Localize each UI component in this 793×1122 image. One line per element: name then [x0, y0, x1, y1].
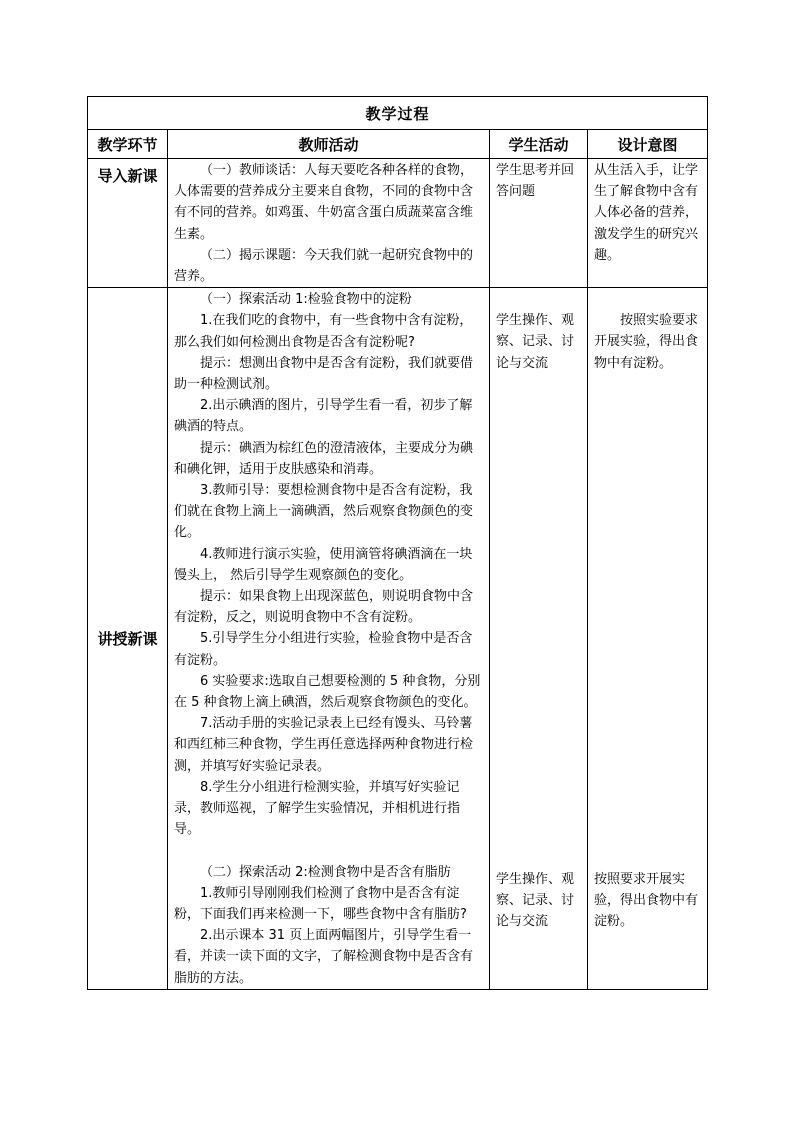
header-student-activity: 学生活动 [490, 130, 588, 159]
teach-student-activity [490, 288, 588, 990]
intro-teacher-paragraph: （一）教师谈话：人每天要吃各种各样的食物，人体需要的营养成分主要来自食物，不同的食物中含有不同的营养。如鸡蛋、牛奶富含蛋白质蔬菜富含维生素。 [174, 163, 474, 242]
teach-paragraph: 2.出示碘酒的图片，引导学生看一看，初步了解碘酒的特点。 [174, 398, 473, 435]
intro-design-text: 从生活入手，让学生了解食物中含有人体必备的营养，激发学生的研究兴趣。 [594, 163, 699, 263]
intro-teacher-activity [168, 159, 490, 288]
header-teacher-activity: 教师活动 [168, 130, 490, 159]
teach-paragraph: 4.教师进行演示实验，使用滴管将碘酒滴在一块馒头上， 然后引导学生观察颜色的变化。 [174, 546, 473, 583]
intro-teacher-paragraph: （二）揭示课题：今天我们就一起研究食物中的营养。 [174, 247, 474, 285]
spacer [594, 374, 703, 869]
spacer [496, 374, 583, 869]
header-row [88, 130, 708, 159]
teach-paragraph: 8.学生分小组进行检测实验，并填写好实验记录，教师巡视，了解学生实验情况，并相机进行指导。 [174, 779, 461, 838]
paragraph-gap [174, 841, 485, 862]
header-stage: 教学环节 [88, 130, 168, 159]
teach-design-text-1: 按照实验要求开展实验，得出食物中有淀粉。 [594, 313, 699, 371]
spacer [594, 289, 703, 310]
lesson-process-table [87, 96, 708, 990]
teach-paragraph: 提示：如果食物上出现深蓝色，则说明食物中含有淀粉，反之，则说明食物中不含有淀粉。 [174, 589, 474, 626]
teach-paragraph: 1.教师引导刚刚我们检测了食物中是否含有淀粉，下面我们再来检测一下，哪些食物中含有脂肪? [174, 885, 467, 922]
intro-design-intent [588, 159, 708, 288]
title-row [88, 97, 708, 130]
teach-paragraph: 提示：想测出食物中是否含有淀粉，我们就要借助一种检测试剂。 [174, 355, 474, 393]
teach-row [88, 288, 708, 990]
teach-paragraph: 1.在我们吃的食物中，有一些食物中含有淀粉，那么我们如何检测出食物是否含有淀粉呢? [174, 313, 473, 350]
teach-paragraph: 5.引导学生分小组进行实验，检验食物中是否含有淀粉。 [174, 631, 473, 668]
table-title: 教学过程 [88, 97, 708, 130]
intro-student-text: 学生思考并回答问题 [496, 163, 575, 200]
intro-student-activity [490, 159, 588, 288]
teach-paragraph: 6 实验要求:选取自己想要检测的 5 种食物，分别在 5 种食物上滴上碘酒，然后观察食物颜色的变化。 [174, 673, 481, 711]
header-design-intent: 设计意图 [588, 130, 708, 159]
teach-design-intent [588, 288, 708, 990]
teach-student-text-1: 学生操作、观察、记录、讨论与交流 [496, 313, 575, 371]
teach-paragraph: （一）探索活动 1:检验食物中的淀粉 [200, 292, 412, 308]
teach-teacher-activity [168, 288, 490, 990]
stage-intro: 导入新课 [88, 159, 168, 288]
teach-paragraph: （二）探索活动 2:检测食物中是否含有脂肪 [200, 864, 451, 880]
teach-student-text-2: 学生操作、观察、记录、讨论与交流 [496, 871, 575, 930]
teach-design-text-2: 按照要求开展实验，得出食物中有淀粉。 [594, 871, 699, 930]
teach-paragraph: 3.教师引导：要想检测食物中是否含有淀粉，我们就在食物上滴上一滴碘酒，然后观察食物颜色的变化。 [174, 483, 474, 541]
teach-paragraph: 提示：碘酒为棕红色的澄清液体，主要成分为碘和碘化钾，适用于皮肤感染和消毒。 [174, 440, 474, 477]
stage-teach: 讲授新课 [88, 288, 168, 990]
spacer [496, 289, 583, 310]
teach-paragraph: 7.活动手册的实验记录表上已经有馒头、马铃薯和西红柿三种食物，学生再任意选择两种食物进行检测，并填写好实验记录表。 [174, 716, 474, 774]
teach-paragraph: 2.出示课本 31 页上面两幅图片，引导学生看一看，并读一读下面的文字，了解检测食物中是否含有脂肪的方法。 [174, 928, 474, 986]
intro-row [88, 159, 708, 288]
